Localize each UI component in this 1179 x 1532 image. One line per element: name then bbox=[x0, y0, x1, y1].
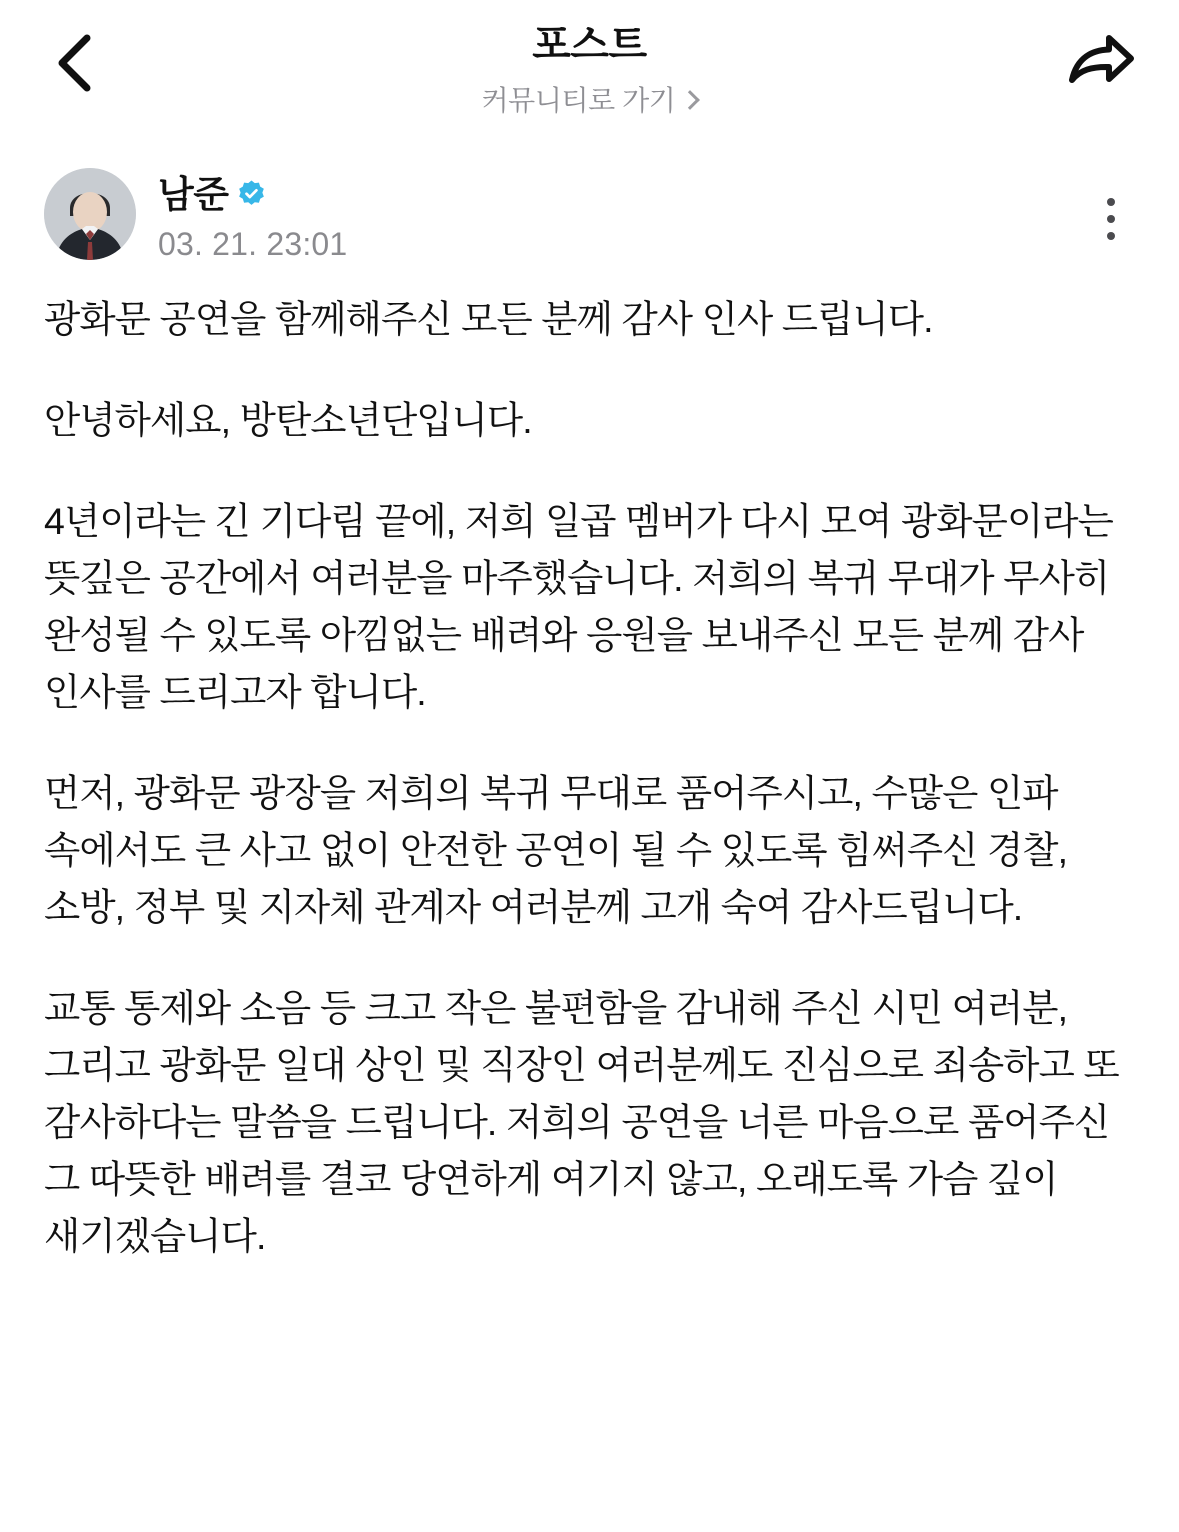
author-name[interactable]: 남준 bbox=[158, 174, 229, 215]
verified-badge-icon bbox=[237, 179, 266, 208]
page-header bbox=[0, 0, 1179, 138]
share-button[interactable] bbox=[1069, 30, 1135, 96]
go-to-community-label: 커뮤니티로 가기 bbox=[481, 85, 676, 116]
post-paragraph: 먼저, 광화문 광장을 저희의 복귀 무대로 품어주시고, 수많은 인파 속에서도 큰 사고 없이 안전한 공연이 될 수 있도록 힘써주신 경찰, 소방, 정부 및 지자체 관계자 여러분께 고개 숙여 감사드립니다. bbox=[44, 772, 1068, 928]
post-author-row bbox=[0, 138, 1179, 263]
avatar-image bbox=[44, 168, 136, 260]
back-button[interactable] bbox=[44, 32, 106, 94]
post-paragraph: 안녕하세요, 방탄소년단입니다. bbox=[44, 399, 532, 441]
post-body bbox=[0, 263, 1179, 1265]
post-paragraph: 교통 통제와 소음 등 크고 작은 불편함을 감내해 주신 시민 여러분, 그리고 광화문 일대 상인 및 직장인 여러분께도 진심으로 죄송하고 또 감사하다는 말씀을 드립니다. 저희의 공연을 너른 마음으로 품어주신 그 따뜻한 배려를 결코 당연하게 여기지 않고, 오래도록 가슴 깊이 새기겠습니다. bbox=[44, 987, 1119, 1257]
author-name-line bbox=[158, 164, 347, 218]
chevron-left-icon bbox=[51, 32, 99, 94]
go-to-community-link[interactable] bbox=[482, 79, 698, 119]
more-vertical-icon-dot-2 bbox=[1107, 215, 1115, 223]
page-title: 포스트 bbox=[532, 23, 647, 67]
share-arrow-icon bbox=[1069, 33, 1135, 93]
post-paragraph: 광화문 공연을 함께해주신 모든 분께 감사 인사 드립니다. bbox=[44, 298, 933, 340]
more-options-button[interactable] bbox=[1087, 184, 1135, 254]
header-center bbox=[482, 22, 698, 119]
avatar[interactable] bbox=[44, 168, 136, 260]
more-vertical-icon-dot-1 bbox=[1107, 198, 1115, 206]
post-paragraph: 4년이라는 긴 기다림 끝에, 저희 일곱 멤버가 다시 모여 광화문이라는 뜻깊은 공간에서 여러분을 마주했습니다. 저희의 복귀 무대가 무사히 완성될 수 있도록 아낌없는 배려와 응원을 보내주신 모든 분께 감사 인사를 드리고자 합니다. bbox=[44, 500, 1113, 713]
post-timestamp: 03. 21. 23:01 bbox=[158, 226, 348, 262]
chevron-right-icon bbox=[681, 90, 701, 110]
more-vertical-icon-dot-3 bbox=[1107, 232, 1115, 240]
author-meta bbox=[158, 164, 347, 263]
